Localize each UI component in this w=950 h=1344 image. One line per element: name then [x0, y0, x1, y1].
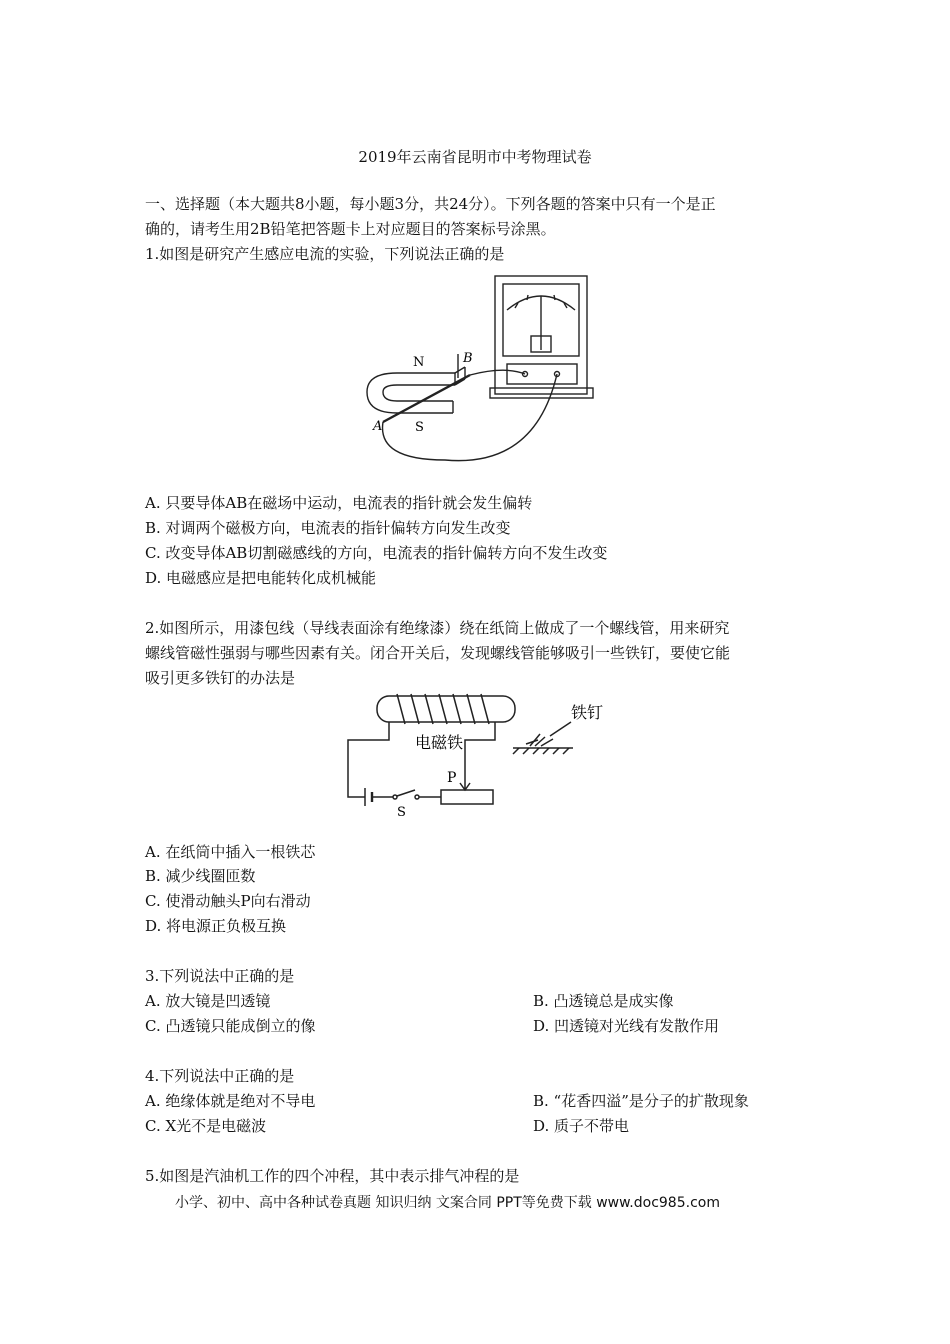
q4-option-a: A. 绝缘体就是绝对不导电	[145, 1092, 316, 1110]
page-title: 2019年云南省昆明市中考物理试卷	[358, 148, 592, 166]
q2-option-a: A. 在纸筒中插入一根铁芯	[145, 843, 316, 861]
q2-option-d: D. 将电源正负极互换	[145, 917, 287, 935]
q1-stem: 1.如图是研究产生感应电流的实验，下列说法正确的是	[145, 245, 505, 263]
q3-option-d: D. 凹透镜对光线有发散作用	[533, 1017, 720, 1035]
q4-option-d: D. 质子不带电	[533, 1117, 630, 1135]
label-a: A	[373, 419, 383, 434]
q1-option-c: C. 改变导体AB切割磁感线的方向，电流表的指针偏转方向不发生改变	[145, 544, 608, 562]
label-s: S	[415, 420, 424, 435]
section-heading-line1: 一、选择题（本大题共8小题，每小题3分，共24分）。下列各题的答案中只有一个是正	[145, 195, 716, 213]
label-electromagnet: 电磁铁	[415, 733, 464, 752]
q2-option-b: B. 减少线圈匝数	[145, 867, 256, 885]
label-s: S	[397, 805, 406, 820]
q1-option-a: A. 只要导体AB在磁场中运动，电流表的指针就会发生偏转	[145, 494, 533, 512]
footer-note: 小学、初中、高中各种试卷真题 知识归纳 文案合同 PPT等免费下载 www.doc985.com	[175, 1195, 720, 1211]
q4-stem: 4.下列说法中正确的是	[145, 1067, 295, 1085]
label-b: B	[463, 351, 473, 366]
q2-figure	[345, 690, 645, 820]
q4-option-b: B. “花香四溢”是分子的扩散现象	[533, 1092, 749, 1110]
section-heading-line2: 确的，请考生用2B铅笔把答题卡上对应题目的答案标号涂黑。	[145, 220, 556, 238]
q2-option-c: C. 使滑动触头P向右滑动	[145, 892, 311, 910]
label-iron-nails: 铁钉	[571, 703, 604, 722]
q3-option-c: C. 凸透镜只能成倒立的像	[145, 1017, 316, 1035]
q2-stem-line2: 螺线管磁性强弱与哪些因素有关。闭合开关后，发现螺线管能够吸引一些铁钉，要使它能	[145, 644, 731, 662]
q3-stem: 3.下列说法中正确的是	[145, 967, 295, 985]
iron-nails-icon	[526, 734, 553, 746]
label-n: N	[413, 355, 425, 370]
q1-option-d: D. 电磁感应是把电能转化成机械能	[145, 569, 377, 587]
q1-option-b: B. 对调两个磁极方向，电流表的指针偏转方向发生改变	[145, 519, 511, 537]
q2-stem-line3: 吸引更多铁钉的办法是	[145, 669, 296, 687]
label-p: P	[447, 770, 457, 786]
q2-stem-line1: 2.如图所示，用漆包线（导线表面涂有绝缘漆）绕在纸筒上做成了一个螺线管，用来研究	[145, 619, 730, 637]
rheostat-icon	[441, 790, 493, 804]
q4-option-c: C. X光不是电磁波	[145, 1117, 267, 1135]
q3-option-a: A. 放大镜是凹透镜	[145, 992, 271, 1010]
conductor-ab-icon	[383, 375, 470, 422]
q3-option-b: B. 凸透镜总是成实像	[533, 992, 674, 1010]
switch-icon	[397, 790, 415, 796]
q5-stem: 5.如图是汽油机工作的四个冲程，其中表示排气冲程的是	[145, 1167, 520, 1185]
q1-figure	[355, 270, 600, 470]
